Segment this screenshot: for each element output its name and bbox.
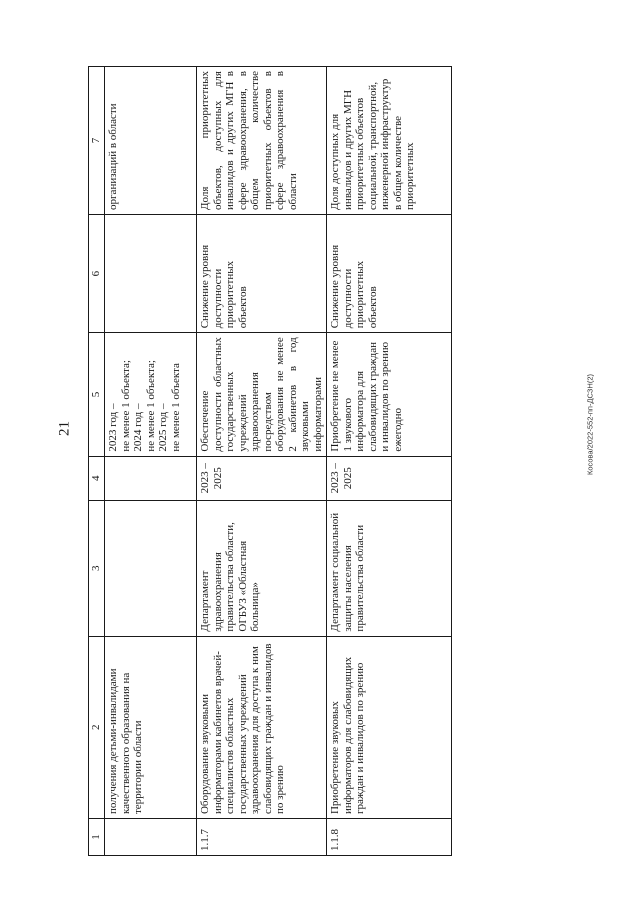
header-cell: 6 bbox=[89, 214, 105, 332]
period-cell bbox=[105, 456, 197, 500]
indicator-cell bbox=[105, 333, 197, 456]
table-row bbox=[327, 67, 452, 856]
measures-table bbox=[88, 66, 452, 856]
indicator-line: 2025 год – bbox=[157, 403, 169, 452]
header-cell: 1 bbox=[89, 819, 105, 856]
page-number: 21 bbox=[56, 421, 73, 436]
indicator-line: 2023 год – bbox=[107, 403, 119, 452]
target-cell: Доля доступных для инвалидов и других МГН приоритетных объектов социальной, транспортной, инженерной инфраструктур в общем количестве приоритетных bbox=[327, 67, 452, 215]
indicator-line: 2024 год – bbox=[132, 403, 144, 452]
indicator-line: не менее 1 объекта; bbox=[144, 360, 157, 452]
row-number: 1.1.7 bbox=[197, 819, 327, 856]
target-cell: Доля приоритетных объектов, доступных для инвалидов и других МГН в сфере здравоохранения, в общем количестве приоритетных объектов в сфере здравоохранения в области bbox=[197, 67, 327, 215]
result-cell: Снижение уровня доступности приоритетных объектов bbox=[197, 214, 327, 332]
indicator-line: не менее 1 объекта; bbox=[119, 360, 132, 452]
period-cell: 2023 – 2025 bbox=[327, 456, 452, 500]
table-header-row bbox=[89, 67, 105, 856]
result-cell bbox=[105, 214, 197, 332]
row-number: 1.1.8 bbox=[327, 819, 452, 856]
measure-cell: Приобретение звуковых информаторов для слабовидящих граждан и инвалидов по зрению bbox=[327, 636, 452, 818]
measures-table-container bbox=[88, 66, 508, 856]
indicator-line: не менее 1 объекта bbox=[169, 363, 182, 452]
table-row bbox=[105, 67, 197, 856]
measure-cell: Оборудование звуковыми информаторами кабинетов врачей-специалистов областных государственных учреждений здравоохранения для доступа к ним слабовидящих граждан и инвалидов по зрению bbox=[197, 636, 327, 818]
header-cell: 5 bbox=[89, 333, 105, 456]
result-cell: Снижение уровня доступности приоритетных объектов bbox=[327, 214, 452, 332]
executor-cell: Департамент здравоохранения правительства области, ОГБУЗ «Областная больница» bbox=[197, 500, 327, 636]
indicator-cell bbox=[327, 333, 452, 456]
document-code: Косова/2022-552-пп-ДСЗН(2) bbox=[585, 373, 595, 476]
header-cell: 2 bbox=[89, 636, 105, 818]
table-row bbox=[197, 67, 327, 856]
indicator-line: Обеспечение доступности областных государственных учреждений здравоохранения посредством оборудования не менее 2 кабинетов в год звуковыми информаторами bbox=[199, 337, 324, 452]
target-cell: организаций в области bbox=[105, 67, 197, 215]
indicator-cell bbox=[197, 333, 327, 456]
header-cell: 4 bbox=[89, 456, 105, 500]
executor-cell: Департамент социальной защиты населения правительства области bbox=[327, 500, 452, 636]
executor-cell bbox=[105, 500, 197, 636]
row-number bbox=[105, 819, 197, 856]
indicator-line: Приобретение не менее 1 звукового информатора для слабовидящих граждан и инвалидов по зрению ежегодно bbox=[329, 340, 404, 452]
period-cell: 2023 – 2025 bbox=[197, 456, 327, 500]
header-cell: 3 bbox=[89, 500, 105, 636]
header-cell: 7 bbox=[89, 67, 105, 215]
measure-cell: получения детьми-инвалидами качественного образования на территории области bbox=[105, 636, 197, 818]
